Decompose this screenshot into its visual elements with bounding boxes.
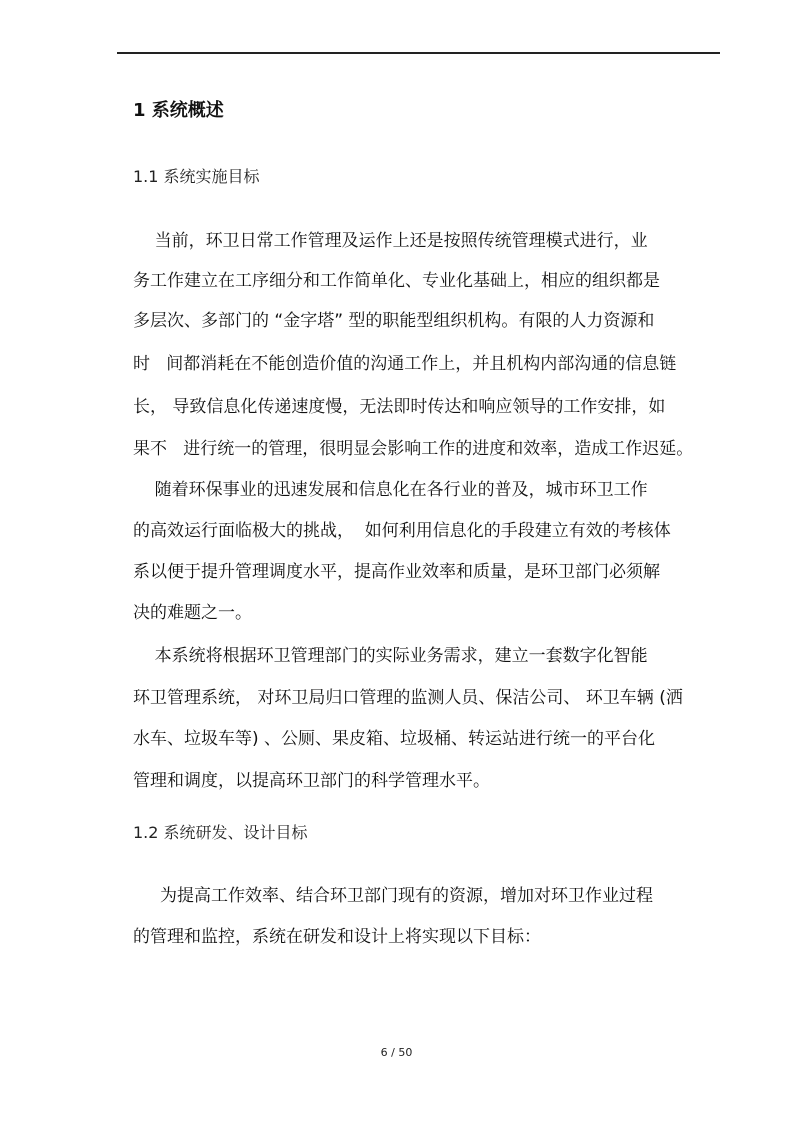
paragraph-line: 的高效运行面临极大的挑战， 如何利用信息化的手段建立有效的考核体 <box>133 521 671 541</box>
paragraph-line: 当前，环卫日常工作管理及运作上还是按照传统管理模式进行，业 <box>133 231 648 251</box>
header-rule <box>117 52 720 54</box>
paragraph-line: 管理和调度，以提高环卫部门的科学管理水平。 <box>133 771 490 791</box>
paragraph-line: 时 间都消耗在不能创造价值的沟通工作上，并且机构内部沟通的信息链 <box>133 354 677 374</box>
paragraph-line: 决的难题之一。 <box>133 603 252 623</box>
page-number: 6 / 50 <box>380 1046 413 1059</box>
paragraph-line: 本系统将根据环卫管理部门的实际业务需求，建立一套数字化智能 <box>133 646 648 666</box>
paragraph-line: 多层次、多部门的 “金字塔” 型的职能型组织机构。有限的人力资源和 <box>133 311 655 331</box>
paragraph-line: 环卫管理系统， 对环卫局归口管理的监测人员、保洁公司、 环卫车辆 (洒 <box>133 688 683 708</box>
paragraph-line: 长， 导致信息化传递速度慢，无法即时传达和响应领导的工作安排，如 <box>133 397 666 417</box>
paragraph-line: 的管理和监控，系统在研发和设计上将实现以下目标： <box>133 927 541 947</box>
paragraph-line: 务工作建立在工序细分和工作简单化、专业化基础上，相应的组织都是 <box>133 271 660 291</box>
subsection-heading-1-2: 1.2 系统研发、设计目标 <box>133 823 308 842</box>
paragraph-line: 系以便于提升管理调度水平，提高作业效率和质量，是环卫部门必须解 <box>133 562 660 582</box>
paragraph-line: 水车、垃圾车等) 、公厕、果皮箱、垃圾桶、转运站进行统一的平台化 <box>133 729 656 749</box>
paragraph-line: 随着环保事业的迅速发展和信息化在各行业的普及，城市环卫工作 <box>133 480 648 500</box>
paragraph-line: 为提高工作效率、结合环卫部门现有的资源，增加对环卫作业过程 <box>133 886 654 906</box>
subsection-heading-1-1: 1.1 系统实施目标 <box>133 167 260 186</box>
section-heading: 1 系统概述 <box>133 100 224 121</box>
paragraph-line: 果不 进行统一的管理，很明显会影响工作的进度和效率，造成工作迟延。 <box>133 439 694 459</box>
